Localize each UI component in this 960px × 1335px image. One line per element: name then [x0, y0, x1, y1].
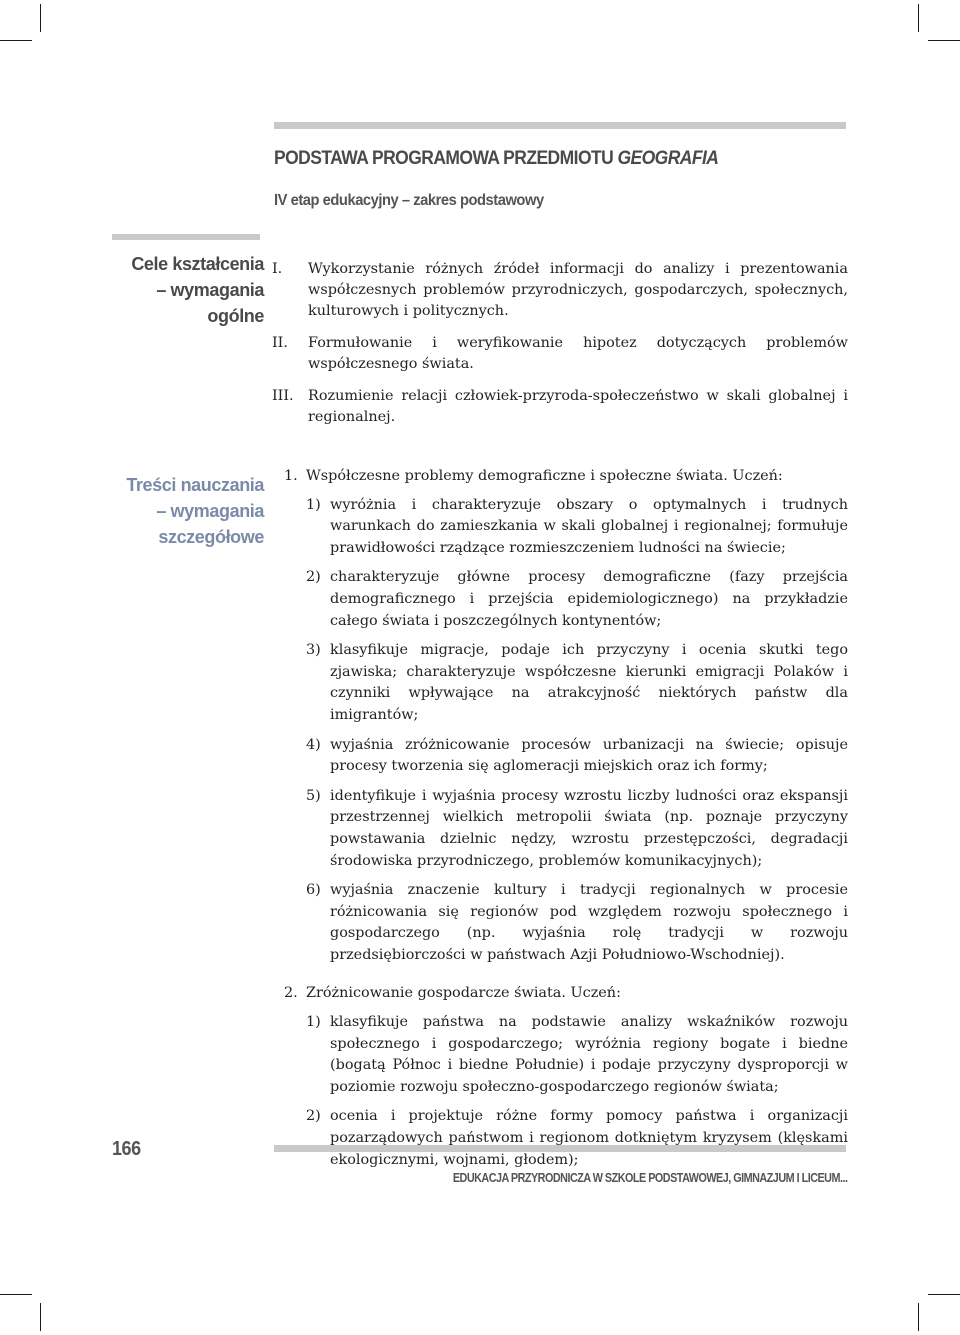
list-item — [306, 640, 848, 726]
page-title: PODSTAWA PROGRAMOWA PRZEDMIOTU GEOGRAFIA — [274, 148, 719, 169]
item-number: 2) — [306, 569, 321, 586]
item-number: 5) — [306, 787, 321, 804]
section-heading — [284, 983, 848, 1005]
item-text: klasyfikuje państwa na podstawie analizy wskaźników rozwoju społecznego i gospodarczego; wyróżnia regiony bogate i biedne (bogatą Północ i biedne Południe) i podaje przyczyny dysproporcji w poziomie rozwoju społeczno-gospodarczego regionów świata; — [330, 1014, 848, 1095]
item-number: III. — [272, 388, 294, 404]
running-footer: EDUKACJA PRZYRODNICZA W SZKOLE PODSTAWOWEJ, GIMNAZJUM I LICEUM... — [452, 1170, 847, 1185]
item-number: I. — [272, 261, 283, 277]
page-subtitle: IV etap edukacyjny – zakres podstawowy — [274, 192, 544, 209]
list-item — [306, 495, 848, 560]
item-number: 1) — [306, 496, 321, 513]
side-rule-goals — [112, 234, 260, 240]
item-number: 1) — [306, 1014, 321, 1031]
item-text: wyjaśnia znaczenie kultury i tradycji regionalnych w procesie różnicowania się regionów pod względem rozwoju społecznego i gospodarczego (np. wyjaśnia rolę tradycji w rozwoju przedsiębiorczości w państwach Azji Południowo-Wschodniej). — [330, 882, 848, 963]
section-title: Współczesne problemy demograficzne i społeczne świata. Uczeń: — [306, 468, 783, 484]
content-list — [284, 466, 848, 1179]
item-number: 6) — [306, 882, 321, 899]
crop-mark — [918, 1303, 919, 1331]
content-heading: Treści nauczania – wymagania szczegółowe — [126, 475, 264, 547]
goals-heading: Cele kształcenia – wymagania ogólne — [131, 254, 264, 326]
item-number: 2) — [306, 1108, 321, 1125]
crop-mark — [928, 40, 960, 41]
list-item — [306, 1106, 848, 1171]
goals-list — [272, 259, 848, 439]
section-number: 1. — [284, 468, 298, 484]
crop-mark — [40, 1303, 41, 1331]
item-number: 4) — [306, 736, 321, 753]
list-item — [272, 333, 848, 375]
item-number: 3) — [306, 642, 321, 659]
header-rule — [274, 122, 846, 129]
item-text: wyróżnia i charakteryzuje obszary o optymalnych i trudnych warunkach do zamieszkania w skali globalnej i regionalnej; formułuje prawidłowości rządzące rozmieszczeniem ludności na świecie; — [330, 496, 848, 556]
list-item — [306, 567, 848, 632]
item-text: Rozumienie relacji człowiek-przyroda-społeczeństwo w skali globalnej i regionalnej. — [308, 388, 848, 425]
item-text: identyfikuje i wyjaśnia procesy wzrostu liczby ludności oraz ekspansji przestrzennej wielkich metropolii świata (np. poznaje przyczyny powstawania dzielnic nędzy, wzrostu przestępczości, degradacji środowiska przyrodniczego, problemów komunikacyjnych); — [330, 787, 848, 869]
list-item — [306, 735, 848, 778]
crop-mark — [0, 1294, 32, 1295]
item-number: II. — [272, 335, 288, 351]
page-number: 166 — [112, 1138, 141, 1160]
crop-mark — [0, 40, 32, 41]
subject-name: GEOGRAFIA — [617, 148, 719, 169]
crop-mark — [918, 4, 919, 32]
item-text: Formułowanie i weryfikowanie hipotez dotyczących problemów współczesnego świata. — [308, 335, 848, 372]
item-text: Wykorzystanie różnych źródeł informacji do analizy i prezentowania współczesnych problemów przyrodniczych, gospodarczych, społecznych, kulturowych i politycznych. — [308, 261, 848, 319]
list-item — [306, 786, 848, 872]
item-text: ocenia i projektuje różne formy pomocy państwa i organizacji pozarządowych państwom i regionom dotkniętym kryzysem (klęskami ekologicznymi, wojnami, głodem); — [330, 1108, 848, 1168]
section-title: Zróżnicowanie gospodarcze świata. Uczeń: — [306, 985, 621, 1002]
list-item — [272, 386, 848, 428]
item-text: klasyfikuje migracje, podaje ich przyczyny i ocenia skutki tego zjawiska; charakteryzuje współczesne kierunki emigracji Polaków i czynniki wpływające na atrakcyjność niektórych państw dla imigrantów; — [330, 642, 848, 723]
item-text: wyjaśnia zróżnicowanie procesów urbanizacji na świecie; opisuje procesy tworzenia się aglomeracji miejskich oraz ich formy; — [330, 736, 848, 775]
list-item — [306, 880, 848, 966]
crop-mark — [40, 4, 41, 32]
section-number: 2. — [284, 985, 298, 1002]
item-text: charakteryzuje główne procesy demograficzne (fazy przejścia demograficznego i przejścia epidemiologicznego) na przykładzie całego świata i poszczególnych kontynentów; — [330, 569, 848, 629]
crop-mark — [928, 1294, 960, 1295]
list-item — [306, 1012, 848, 1098]
list-item — [272, 259, 848, 322]
section-heading — [284, 466, 848, 488]
